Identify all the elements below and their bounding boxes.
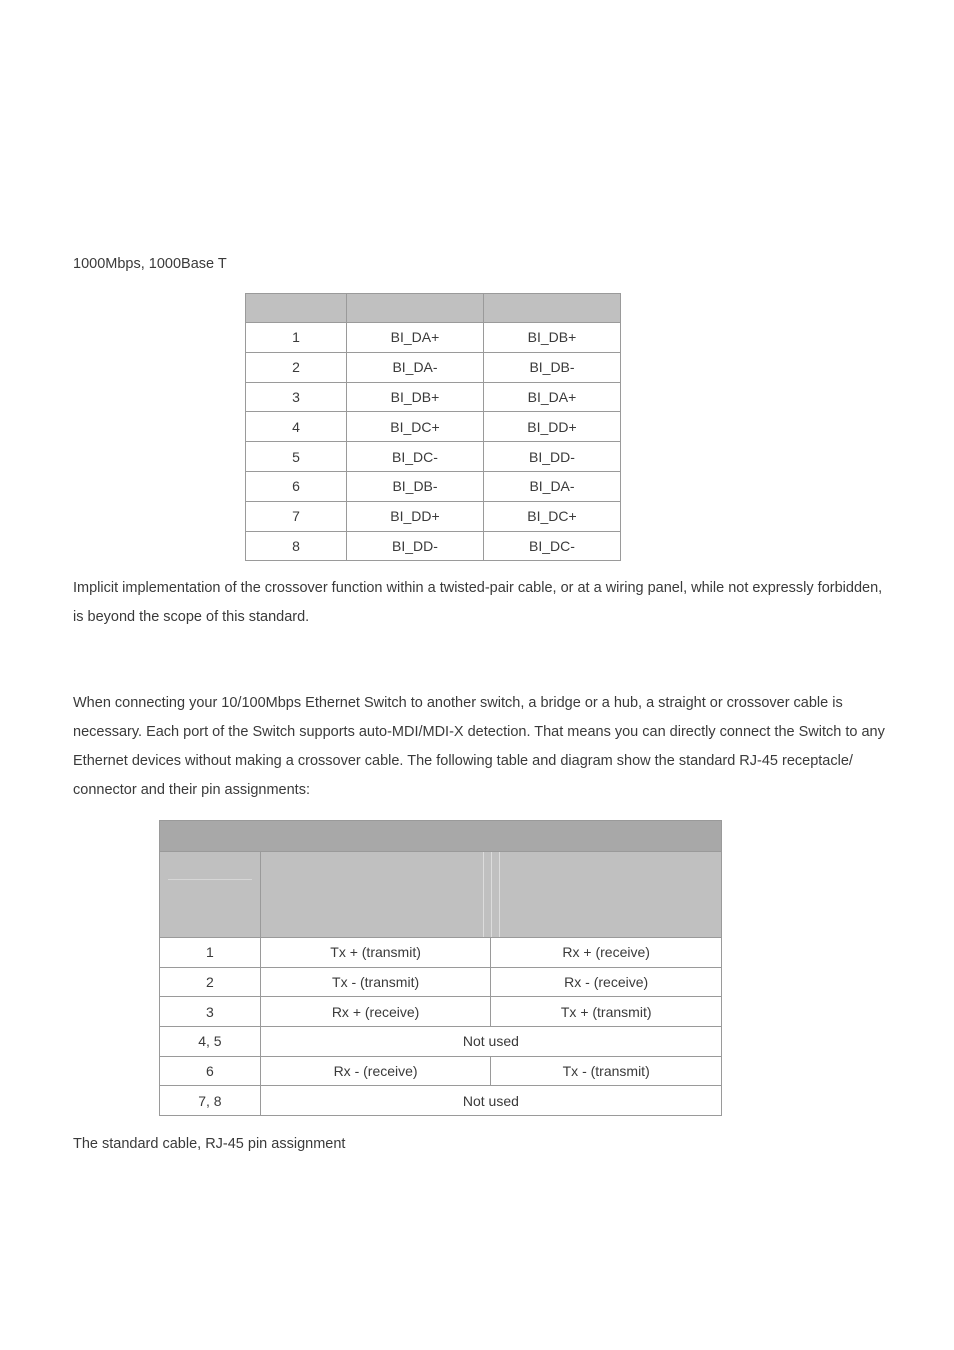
table-row — [160, 1027, 722, 1057]
signal-cell: BI_DC+ — [484, 501, 621, 531]
header-cell — [484, 294, 621, 323]
table-row — [246, 412, 621, 442]
mdi-signal-cell: Tx + (transmit) — [260, 938, 491, 968]
table-row — [246, 323, 621, 353]
signal-cell: BI_DC+ — [347, 412, 484, 442]
mdi-signal-cell: Rx - (receive) — [260, 1056, 491, 1086]
signal-cell: BI_DB+ — [484, 323, 621, 353]
table-row — [246, 382, 621, 412]
table-row — [246, 531, 621, 561]
signal-cell: BI_DA- — [484, 471, 621, 501]
pin-cell: 7, 8 — [160, 1086, 261, 1116]
signal-cell: BI_DD+ — [347, 501, 484, 531]
mdix-signal-cell: Rx + (receive) — [491, 938, 722, 968]
pin-cell: 1 — [246, 323, 347, 353]
table-row — [160, 938, 722, 968]
signal-cell: BI_DA+ — [347, 323, 484, 353]
mdi-signal-cell: Tx - (transmit) — [260, 967, 491, 997]
section-heading-1000base-t: 1000Mbps, 1000Base T — [73, 256, 227, 272]
mdix-signal-cell: Tx + (transmit) — [491, 997, 722, 1027]
pin-cell: 5 — [246, 442, 347, 472]
pin-cell: 2 — [160, 967, 261, 997]
header-cell — [246, 294, 347, 323]
crossover-note-paragraph: Implicit implementation of the crossover function within a twisted-pair cable, or at a wiring panel, while not expressly forbidden, is beyond the scope of this standard. — [73, 580, 883, 625]
pin-cell: 6 — [246, 471, 347, 501]
signal-cell: BI_DD+ — [484, 412, 621, 442]
table-row — [160, 967, 722, 997]
connecting-paragraph: When connecting your 10/100Mbps Ethernet Switch to another switch, a bridge or a hub, a straight or crossover cable is necessary. Each port of the Switch supports auto-MDI/MDI-X detection. That means you can directly connect the Switch to any Ethernet devices without making a crossover cable. The following table and diagram show the standard RJ-45 receptacle/ connector and their pin assignments: — [73, 695, 885, 798]
signal-cell: BI_DA- — [347, 352, 484, 382]
signal-cell: BI_DB- — [347, 471, 484, 501]
header-cell-signals — [260, 852, 721, 938]
signal-cell: BI_DB- — [484, 352, 621, 382]
table-row — [246, 442, 621, 472]
table-row — [160, 997, 722, 1027]
pin-cell: 1 — [160, 938, 261, 968]
signal-cell: BI_DD- — [484, 442, 621, 472]
table-rj45-pin-assignment — [159, 820, 722, 1116]
signal-cell: BI_DC- — [347, 442, 484, 472]
table-row — [160, 1056, 722, 1086]
signal-cell: BI_DA+ — [484, 382, 621, 412]
pin-cell: 6 — [160, 1056, 261, 1086]
table-row — [246, 471, 621, 501]
table-row — [246, 352, 621, 382]
table-1000base-t-pinout — [245, 293, 621, 561]
mdi-signal-cell: Rx + (receive) — [260, 997, 491, 1027]
header-cell — [347, 294, 484, 323]
pin-cell: 7 — [246, 501, 347, 531]
pin-cell: 4 — [246, 412, 347, 442]
signal-cell: BI_DC- — [484, 531, 621, 561]
mdix-signal-cell: Rx - (receive) — [491, 967, 722, 997]
table-header-row — [246, 294, 621, 323]
not-used-cell: Not used — [260, 1027, 721, 1057]
signal-cell: BI_DB+ — [347, 382, 484, 412]
pin-cell: 4, 5 — [160, 1027, 261, 1057]
signal-cell: BI_DD- — [347, 531, 484, 561]
table-title-row — [160, 821, 722, 852]
header-cell-pin — [160, 852, 261, 938]
table-row — [160, 1086, 722, 1116]
pin-cell: 3 — [246, 382, 347, 412]
rj45-caption: The standard cable, RJ-45 pin assignment — [73, 1136, 346, 1152]
mdix-signal-cell: Tx - (transmit) — [491, 1056, 722, 1086]
table-title-cell — [160, 821, 722, 852]
table-row — [246, 501, 621, 531]
pin-cell: 3 — [160, 997, 261, 1027]
not-used-cell: Not used — [260, 1086, 721, 1116]
table-header-row — [160, 852, 722, 938]
pin-cell: 2 — [246, 352, 347, 382]
pin-cell: 8 — [246, 531, 347, 561]
